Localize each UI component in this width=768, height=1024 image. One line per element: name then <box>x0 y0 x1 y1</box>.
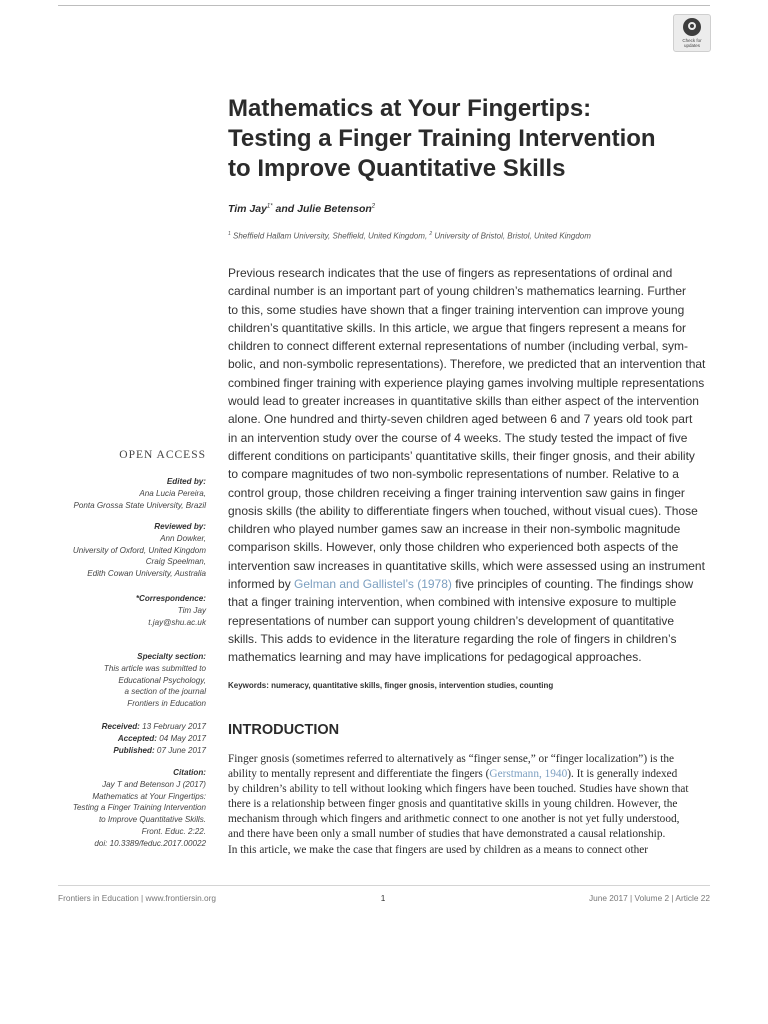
citation-line: Mathematics at Your Fingertips: <box>92 791 206 801</box>
edited-by-label: Edited by: <box>166 477 206 486</box>
specialty-block <box>40 651 206 710</box>
abstract-line: representations of number can support young children’s development of quantitative <box>228 613 675 628</box>
open-access-label: OPEN ACCESS <box>119 449 206 461</box>
abstract-line: children’s quantitative skills. In this article, we argue that fingers represent a means for <box>228 320 687 335</box>
abstract-line: in an intervention study over the course of 4 weeks. The study tested the impact of five <box>228 430 688 445</box>
citation-label: Citation: <box>173 768 206 777</box>
editor-line: Ponta Grossa State University, Brazil <box>73 500 206 510</box>
abstract-line: would lead to greater increases in quantitative skills than either aspect of the intervention <box>228 394 699 409</box>
date-published <box>40 745 206 757</box>
article-title <box>228 94 718 184</box>
specialty-line: Educational Psychology, <box>118 675 206 685</box>
citation-line: Testing a Finger Training Intervention <box>72 803 206 813</box>
specialty-label: Specialty section: <box>137 652 206 661</box>
abstract-line: comparison skills. However, only those children who experienced both aspects of the <box>228 540 679 555</box>
abstract-line: alone. One hundred and thirty-seven children aged between 6 and 7 years old took part <box>228 412 693 427</box>
affiliation-text: University of Bristol, Bristol, United Kingdom <box>432 231 591 241</box>
footer-rule <box>58 885 710 886</box>
check-updates-label: Check for updates <box>682 38 702 48</box>
abstract-line: to this, some studies have shown that a finger training intervention can improve young <box>228 302 685 317</box>
abstract-line <box>228 575 711 593</box>
title-line: Mathematics at Your Fingertips: <box>228 95 592 122</box>
abstract-text: informed by <box>228 577 295 592</box>
affiliation-marker: 1 <box>228 231 231 237</box>
reviewer-line: Ann Dowker, <box>160 533 206 543</box>
reviewed-by-label: Reviewed by: <box>154 522 206 531</box>
dates-block <box>40 721 206 756</box>
author-name[interactable]: Julie Betenson <box>297 203 372 215</box>
title-line: to Improve Quantitative Skills <box>228 155 566 182</box>
date-value: 04 May 2017 <box>156 733 206 743</box>
date-received <box>40 721 206 733</box>
reviewed-by-block <box>40 521 206 580</box>
top-rule <box>58 5 710 6</box>
edited-by-block <box>40 476 206 511</box>
abstract-line: that a finger training intervention, when combined with intensive exposure to multiple <box>228 595 677 610</box>
abstract-line: Previous research indicates that the use of fingers as representations of ordinal and <box>228 266 673 280</box>
date-value: 07 June 2017 <box>154 745 206 755</box>
abstract <box>228 264 711 667</box>
abstract-line: control group, those children receiving a finger training intervention saw gains in finger <box>228 485 685 500</box>
footer-issue: June 2017 | Volume 2 | Article 22 <box>588 893 710 903</box>
author-list <box>228 203 375 215</box>
author-name[interactable]: Tim Jay <box>228 203 267 215</box>
introduction-heading: INTRODUCTION <box>228 722 340 738</box>
specialty-line: a section of the journal <box>124 687 206 697</box>
author-superscript: 1* <box>266 203 273 210</box>
abstract-line: intervention saw increases in quantitative skills, which were assessed using an instrument <box>228 558 705 573</box>
check-for-updates-badge[interactable] <box>673 14 711 52</box>
author-joiner: and <box>272 203 298 215</box>
correspondence-label: *Correspondence: <box>135 594 206 603</box>
body-line: In this article, we make the case that fingers are used by children as a means to connect other <box>228 843 649 856</box>
citation-link[interactable]: Gerstmann, 1940 <box>489 768 568 781</box>
author-superscript: 2 <box>371 203 376 210</box>
keywords: Keywords: numeracy, quantitative skills, finger gnosis, intervention studies, counting <box>228 681 554 690</box>
date-value: 13 February 2017 <box>139 722 206 731</box>
body-text-segment: ). It is generally indexed <box>567 768 678 781</box>
abstract-line: mathematics learning and may have implications for pedagogical approaches. <box>228 650 642 665</box>
abstract-line: to compare magnitudes of two non-symbolic representations of number. Relative to a <box>228 467 679 482</box>
date-label: Received: <box>101 722 140 731</box>
body-line: and there have been only a small number of studies that have demonstrated a causal relationship. <box>228 828 666 841</box>
introduction-body <box>228 752 711 858</box>
body-line: Finger gnosis (sometimes referred to alternatively as “finger sense,” or “finger localization”) is the <box>228 753 675 765</box>
citation-block <box>40 767 206 850</box>
body-text-segment: ability to mentally represent and differentiate the fingers ( <box>228 768 490 781</box>
abstract-line: combined finger training with experience playing games involving multiple representations <box>228 375 705 390</box>
correspondence-email[interactable]: t.jay@shu.ac.uk <box>148 617 206 627</box>
abstract-line: different conditions on participants’ quantitative skills, their finger gnosis, and their ability <box>228 448 695 463</box>
reviewer-line: Craig Speelman, <box>145 557 206 567</box>
citation-link[interactable]: Gelman and Gallistel’s (1978) <box>294 577 452 592</box>
affiliation-marker: 2 <box>429 231 433 237</box>
abstract-line: gnosis skills (the ability to differentiate fingers when touched, without visual cues). Those <box>228 503 698 518</box>
correspondence-name: Tim Jay <box>177 605 206 615</box>
date-label: Published: <box>113 745 155 755</box>
citation-line: to Improve Quantitative Skills. <box>98 815 206 825</box>
correspondence-block <box>40 593 206 628</box>
footer-journal[interactable]: Frontiers in Education | www.frontiersin.org <box>58 893 217 903</box>
reviewer-line: University of Oxford, United Kingdom <box>72 545 206 555</box>
citation-line: Jay T and Betenson J (2017) <box>102 779 206 789</box>
abstract-line: children who played number games saw an increase in their non-symbolic magnitude <box>228 522 681 537</box>
editor-line: Ana Lucia Pereira, <box>139 488 206 498</box>
abstract-text: five principles of counting. The findings show <box>451 577 694 592</box>
date-accepted <box>40 733 206 745</box>
body-line: mechanism through which fingers and arithmetic connect to one another is not yet fully understood, <box>228 813 680 826</box>
date-label: Accepted: <box>117 733 157 743</box>
affiliation-text: Sheffield Hallam University, Sheffield, United Kingdom, <box>230 231 430 241</box>
body-line: there is a relationship between finger gnosis and quantitative skills in young children. However, the <box>228 798 678 811</box>
abstract-line: cardinal number is an important part of young children’s mathematics learning. Further <box>228 284 687 299</box>
check-updates-icon <box>683 18 701 36</box>
body-line: by children’s ability to tell without looking which fingers have been touched. Studies have shown that <box>228 783 689 796</box>
abstract-line: children to connect different external representations of number (including verbal, sym- <box>228 339 689 354</box>
body-line <box>228 767 711 782</box>
title-line: Testing a Finger Training Intervention <box>228 125 656 152</box>
citation-line: Front. Educ. 2:22. <box>141 826 206 836</box>
specialty-line: This article was submitted to <box>103 663 206 673</box>
affiliations <box>228 231 591 241</box>
reviewer-line: Edith Cowan University, Australia <box>87 569 206 579</box>
page-number: 1 <box>380 893 386 903</box>
abstract-line: bolic, and non-symbolic representations). Therefore, we predicted that an intervention that <box>228 357 706 372</box>
specialty-line: Frontiers in Education <box>127 699 206 709</box>
citation-doi[interactable]: doi: 10.3389/feduc.2017.00022 <box>94 838 206 848</box>
abstract-line: skills. This adds to evidence in the literature regarding the role of fingers in children’s <box>228 631 677 646</box>
